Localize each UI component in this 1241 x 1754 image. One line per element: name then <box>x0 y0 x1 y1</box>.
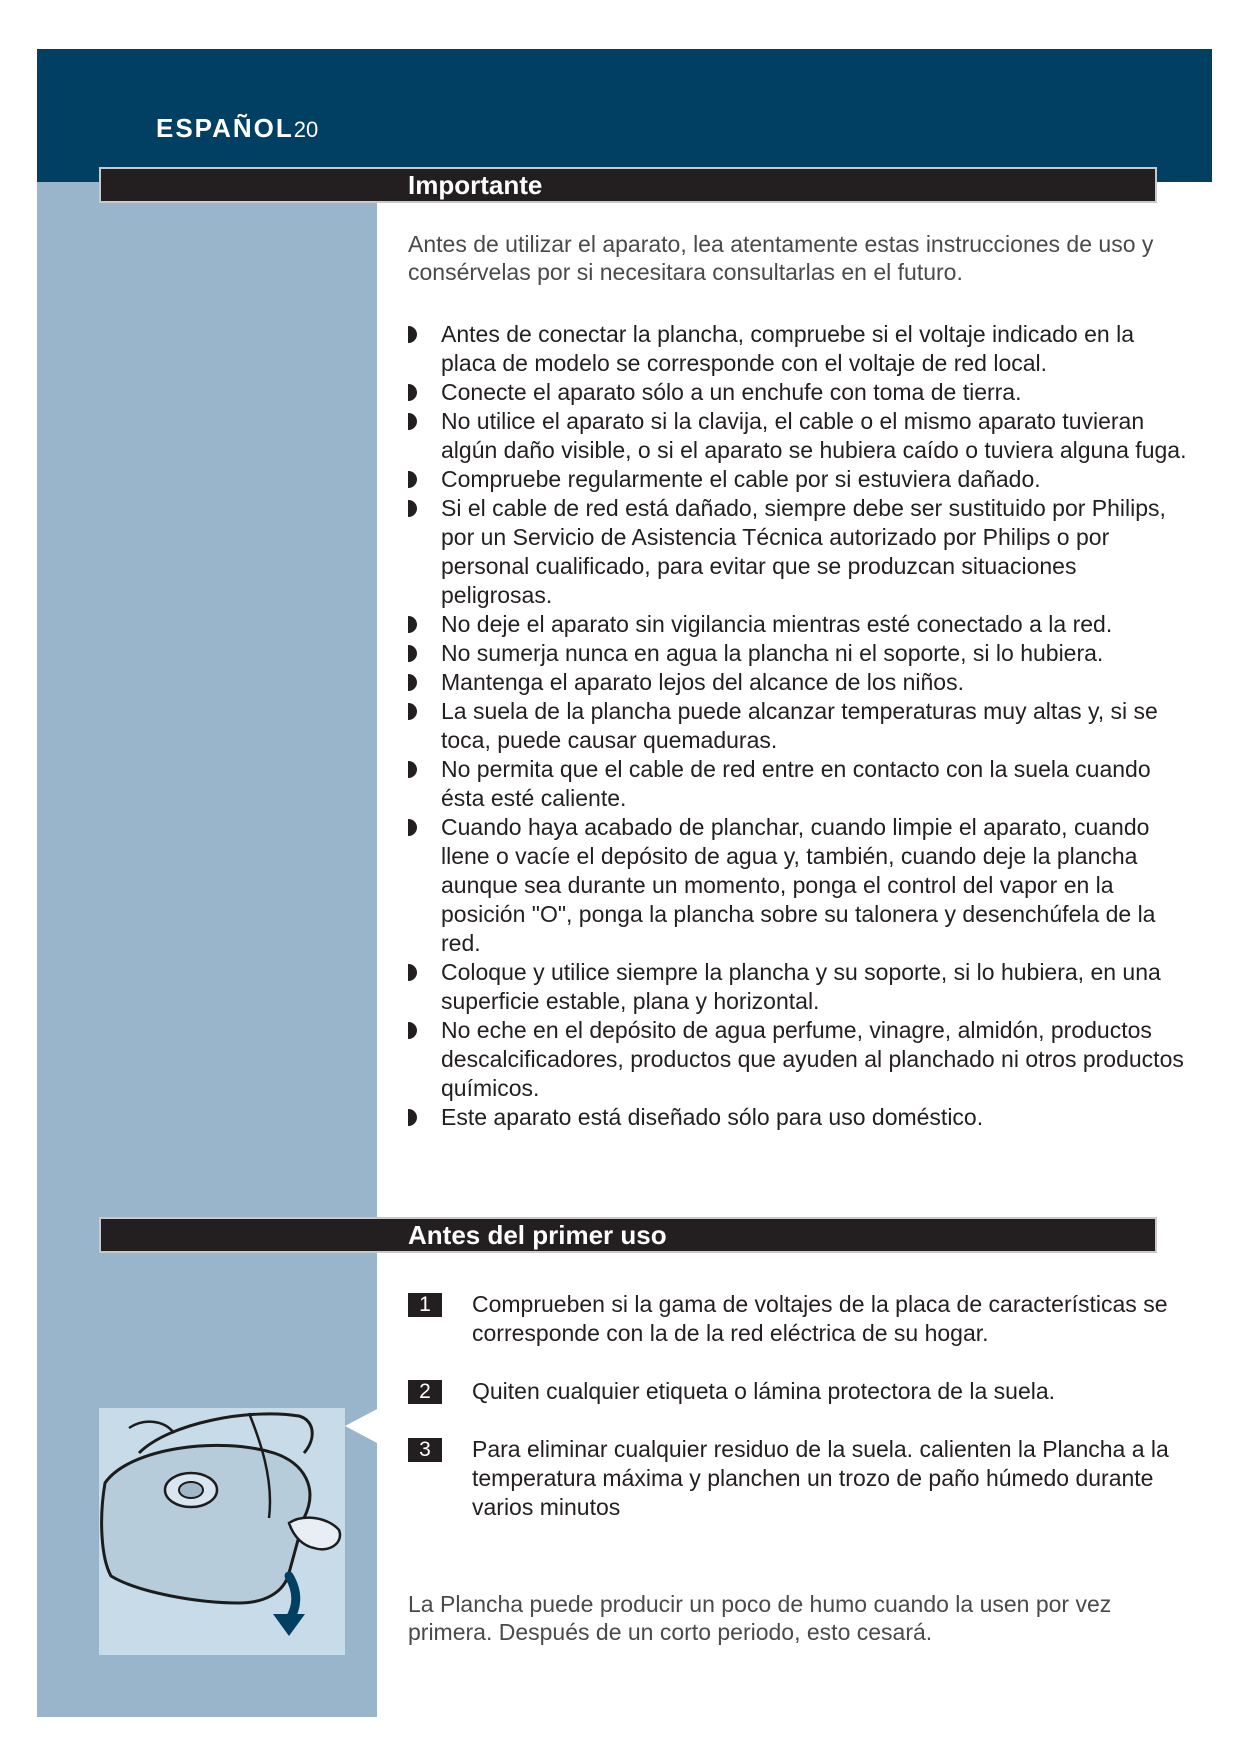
hand-top-line <box>129 1422 174 1433</box>
list-item: No permita que el cable de red entre en contacto con la suela cuando ésta esté caliente. <box>408 755 1188 813</box>
dial-center-shape <box>179 1482 203 1498</box>
illustration-pointer-icon <box>345 1408 379 1444</box>
bullet-icon <box>408 674 417 691</box>
step-number: 1 <box>408 1293 442 1317</box>
list-item: No sumerja nunca en agua la plancha ni el soporte, si lo hubiera. <box>408 639 1188 668</box>
intro-paragraph: Antes de utilizar el aparato, lea atentamente estas instrucciones de uso y consérvelas por si necesitara consultarlas en el futuro. <box>408 231 1154 285</box>
bullet-icon <box>408 645 417 662</box>
page-number: 20 <box>293 117 319 142</box>
header-language: ESPAÑOL20 <box>156 113 319 143</box>
step-number: 3 <box>408 1438 442 1462</box>
bullet-icon <box>408 1109 417 1126</box>
list-item: Si el cable de red está dañado, siempre debe ser sustituido por Philips, por un Servicio de Asistencia Técnica autorizado por Philips o por personal cualificado, para evitar que se produzcan situaciones peligrosas. <box>408 494 1188 610</box>
step-item: 2 Quiten cualquier etiqueta o lámina protectora de la suela. <box>408 1377 1188 1406</box>
bullet-icon <box>408 384 417 401</box>
bullet-icon <box>408 703 417 720</box>
bullet-icon <box>408 1022 417 1039</box>
step-item: 1 Comprueben si la gama de voltajes de la placa de características se corresponde con la de la red eléctrica de su hogar. <box>408 1290 1188 1348</box>
list-item: Conecte el aparato sólo a un enchufe con toma de tierra. <box>408 378 1188 407</box>
step-number: 2 <box>408 1380 442 1404</box>
first-use-note: La Plancha puede producir un poco de humo cuando la usen por vez primera. Después de un corto periodo, esto cesará. <box>408 1591 1112 1645</box>
iron-illustration-drawing <box>99 1408 345 1655</box>
section-bar-importante <box>99 167 1157 203</box>
list-item: La suela de la plancha puede alcanzar temperaturas muy altas y, si se toca, puede causar quemaduras. <box>408 697 1188 755</box>
bullet-icon <box>408 964 417 981</box>
safety-list <box>408 320 1188 1132</box>
bullet-icon <box>408 616 417 633</box>
bullet-icon <box>408 500 417 517</box>
section-title-importante: Importante <box>408 170 543 200</box>
bullet-icon <box>408 413 417 430</box>
section-title-primer-uso: Antes del primer uso <box>408 1220 667 1250</box>
list-item: No deje el aparato sin vigilancia mientras esté conectado a la red. <box>408 610 1188 639</box>
list-item: No utilice el aparato si la clavija, el cable o el mismo aparato tuvieran algún daño visible, o si el aparato se hubiera caído o tuviera alguna fuga. <box>408 407 1188 465</box>
list-item: Mantenga el aparato lejos del alcance de los niños. <box>408 668 1188 697</box>
bullet-icon <box>408 761 417 778</box>
step-item: 3 Para eliminar cualquier residuo de la suela. calienten la Plancha a la temperatura máxima y planchen un trozo de paño húmedo durante varios minutos <box>408 1435 1188 1522</box>
list-item: Este aparato está diseñado sólo para uso doméstico. <box>408 1103 1188 1132</box>
bullet-icon <box>408 819 417 836</box>
arrow-head-icon <box>273 1614 305 1636</box>
list-item: No eche en el depósito de agua perfume, vinagre, almidón, productos descalcificadores, productos que ayuden al planchado ni otros productos químicos. <box>408 1016 1188 1103</box>
arrow-down-icon <box>289 1576 296 1620</box>
list-item: Compruebe regularmente el cable por si estuviera dañado. <box>408 465 1188 494</box>
bullet-icon <box>408 326 417 343</box>
iron-body-shape <box>102 1445 310 1603</box>
list-item: Antes de conectar la plancha, compruebe si el voltaje indicado en la placa de modelo se corresponde con el voltaje de red local. <box>408 320 1188 378</box>
iron-soleplate-illustration <box>99 1408 345 1655</box>
list-item: Coloque y utilice siempre la plancha y su soporte, si lo hubiera, en una superficie estable, plana y horizontal. <box>408 958 1188 1016</box>
steps-list <box>408 1290 1188 1551</box>
bullet-icon <box>408 471 417 488</box>
list-item: Cuando haya acabado de planchar, cuando limpie el aparato, cuando llene o vacíe el depósito de agua y, también, cuando deje la plancha aunque sea durante un momento, ponga el control del vapor en la posición "O", ponga la plancha sobre su talonera y desenchúfela de la red. <box>408 813 1188 958</box>
